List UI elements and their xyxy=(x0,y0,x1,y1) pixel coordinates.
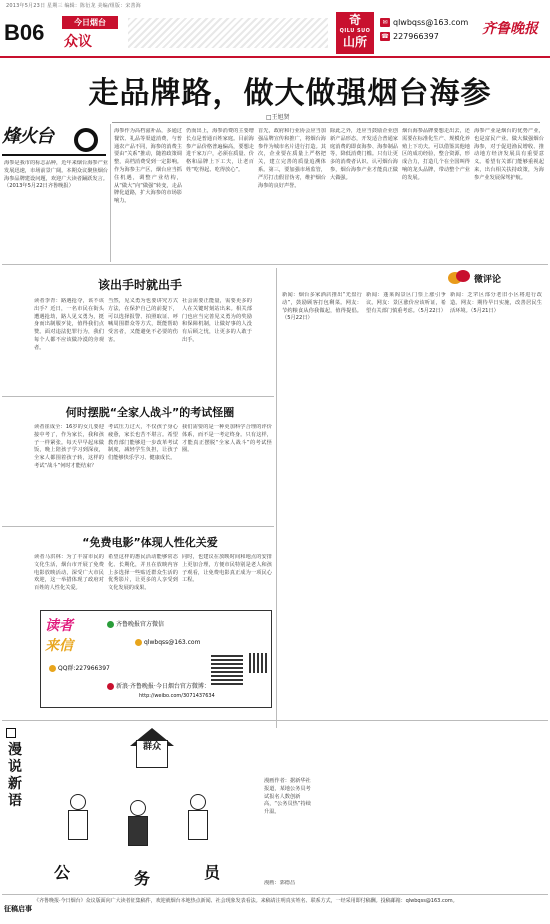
ad-weibo-url[interactable]: http://weibo.com/3071437634 xyxy=(139,693,215,699)
cartoon-sign: 群众 xyxy=(136,740,168,768)
logo-line2: QILU SUO xyxy=(339,28,371,34)
cartoon-figure xyxy=(124,800,152,856)
headline-rule xyxy=(112,122,540,123)
column-brand-ring xyxy=(74,128,98,152)
reader-letters-ribbon xyxy=(45,615,91,661)
wechat-icon xyxy=(107,621,114,628)
ad-wechat xyxy=(107,619,164,628)
weibo-icon xyxy=(107,683,114,690)
divider xyxy=(2,526,274,527)
footer-label: 征稿启事 xyxy=(4,905,32,913)
main-article-col2: 仍而出上，海参消费的主要增长点是普通百姓家庭。目前海参产品价格普遍偏高，要想走进千家万户，必须在质量、价格和品牌上下工夫，让老百姓“吃得起、吃得放心”。 xyxy=(186,128,254,173)
cartoon-author: 漫画：郭德昌 xyxy=(264,880,296,886)
sidebar-intro: 海参是我市的标志品种，近年来烟台海参产业发展迅速，市场前景广阔。本期众议聚焦烟台海参品牌建设问题，欢迎广大读者踊跃发言。（2013年5月22日齐鲁晚报） xyxy=(4,160,108,190)
main-article-col6: 海参产业是烟台的优势产业，也是富民产业。做大做强烟台海参，对于促进渔民增收、推动地方经济发展具有重要意义。希望有关部门能够重视起来，出台相关扶持政策，为海参产业发展保驾护航。 xyxy=(474,128,544,181)
column-brand-underline xyxy=(2,154,106,156)
section2-col3: 社会需要正能量，需要更多的人在关键时刻站出来。相关部门也应当完善见义勇为的奖励和保障机制，让做好事的人没有后顾之忧，让更多的人敢于出手。 xyxy=(182,298,252,343)
newspaper-name: 齐鲁晚报 xyxy=(482,21,538,37)
section3-col3: 我们需要的是一种更加科学合理的评价体系，而不是一考定终身。只有这样，才能真正摆脱“全家人战斗”的考试怪圈。 xyxy=(182,424,272,454)
footer-notice: 《齐鲁晚报·今日烟台》众议版面向广大读者征集稿件，欢迎就烟台本地热点新闻、社会现象发表看法。来稿请注明真实姓名、联系方式，一经采用即付稿酬。投稿邮箱：qlwbqss@163.com。 xyxy=(34,898,458,904)
figure-head xyxy=(190,794,206,810)
comment-col2: 新闻：蓬莱阁景区门票上涨引争议。网友：景区涨价应该听证，希望有关部门慎重考虑。（5月22日） xyxy=(366,292,446,314)
divider xyxy=(276,268,277,728)
ribbon-line2: 来信 xyxy=(45,638,73,654)
section4-col2: 希望这样的惠民活动能够常态化、长期化，并且在放映内容上多选择一些贴近群众生活的优秀影片，让更多的人享受到文化发展的成果。 xyxy=(108,554,178,592)
figure-body xyxy=(128,816,148,846)
section-name: 众议 xyxy=(64,34,92,50)
ad-email-text[interactable]: qlwbqss@163.com xyxy=(144,639,201,646)
qr-code-icon xyxy=(249,653,269,673)
ad-email xyxy=(135,639,200,646)
masthead xyxy=(0,10,550,58)
section4-title: “免费电影”体现人性化关爱 xyxy=(82,536,218,549)
qr-code-icon xyxy=(211,653,243,685)
contact-info xyxy=(380,16,468,44)
decorative-stripes xyxy=(128,18,328,48)
section4-col1: 读者马洪林：为了丰富市民的文化生活，烟台市开展了免费电影放映活动，深受广大市民欢迎，这一举措体现了政府对百姓的人性化关爱。 xyxy=(34,554,104,592)
section2-title: 该出手时就出手 xyxy=(97,278,182,292)
cartoon-word: 员 xyxy=(204,863,221,882)
cartoon-section-label: 漫说新语 xyxy=(8,742,22,809)
contact-phone: 227966397 xyxy=(393,32,439,41)
main-article-col5: 烟台海参品牌要想走出去，还需要在标准化生产、规模化养殖上下功夫。可以借鉴其他地区的成功经验，整合资源，形成合力，打造几个在全国叫得响的龙头品牌，带动整个产业的发展。 xyxy=(402,128,470,181)
divider xyxy=(2,396,274,397)
logo-line1: 奇 xyxy=(348,13,361,27)
ad-qq-text: QQ群:227966397 xyxy=(58,665,110,672)
logo-line3: 山所 xyxy=(342,35,367,49)
figure-body xyxy=(188,810,208,840)
chat-bubble-icon xyxy=(456,270,470,282)
ad-wechat-text: 齐鲁晚报官方微信 xyxy=(116,621,165,628)
section2-col1: 读者李青：路遇抢夺，该不该出手？近日，一名市民在街头遭遇抢劫，路人见义勇为，挺身而出制服歹徒，值得我们点赞。面对违法犯罪行为，我们每个人都不应该做冷漠的旁观者。 xyxy=(34,298,104,351)
column-brand xyxy=(2,122,108,158)
cartoon-figure xyxy=(184,794,212,850)
section4-col3: 同时，也建议在放映时间和地点的安排上更加合理，方便市民特别是老人和孩子观看，让免费电影真正成为一项民心工程。 xyxy=(182,554,272,584)
divider xyxy=(2,720,548,721)
cartoon-illustration xyxy=(34,726,262,896)
divider xyxy=(2,894,548,895)
comment-col1: 新闻：烟台多家酒店推出“光盘行动”，鼓励顾客打包剩菜。网友：节约粮食从你我做起，值得提倡。（5月22日） xyxy=(282,292,362,322)
figure-body xyxy=(68,810,88,840)
cartoon-word: 务 xyxy=(134,869,151,888)
ribbon-line1: 读者 xyxy=(45,618,73,634)
divider xyxy=(110,124,111,262)
reader-letters-ad xyxy=(40,610,272,708)
edition-date: 2013年5月23日 星期三 编辑：陈衍龙 美编/组版：宋善海 xyxy=(6,3,141,9)
ad-weibo-text: 新浪·齐鲁晚报·今日烟台官方微博： xyxy=(116,683,210,690)
section-marker-icon xyxy=(6,728,16,738)
comment-badge-label: 微评论 xyxy=(474,275,502,285)
page-number: B06 xyxy=(4,20,45,45)
figure-head xyxy=(70,794,86,810)
comment-badge xyxy=(448,270,532,286)
page-headline: 走品牌路，做大做强烟台海参 xyxy=(88,76,492,111)
headline-byline: □王旭贤 xyxy=(266,114,290,121)
section3-col1: 读者崔成全：16岁的女儿要迎接中考了，作为家长，我和孩子一样紧张。每天早早起床做饭，晚上陪孩子学习到深夜，全家人都围着孩子转，这样的考试“战斗”何时才能结束？ xyxy=(34,424,104,469)
main-article-col1: 海参作为高档滋补品，多通过餐饮、礼品等渠道消费，与普通农产品不同，海参的消费主要由“关系”推动，随着政策调整，高档消费受到一定影响。作为海参主产区，烟台应当抓住机遇，调整产业结构，从“做大”向“做强”转变，走品牌化道路，扩大海参的市场影响力。 xyxy=(114,128,182,205)
column-logo xyxy=(336,12,374,54)
cartoon-figure xyxy=(64,794,92,850)
cartoon-word: 公 xyxy=(54,863,71,882)
cartoon-caption: 漫画作者：据新华社报道，某地公务员考试报名人数创新高，“公务员热”持续升温。 xyxy=(264,778,311,816)
section3-title: 何时摆脱“全家人战斗”的考试怪圈 xyxy=(65,406,235,419)
qq-icon xyxy=(49,665,56,672)
section2-col2: 当然，见义勇为也要讲究方式方法，在保护自己的前提下，可以选择报警、拍照取证、呼喊周围群众等方式，既能帮助受害者，又能避免不必要的伤害。 xyxy=(108,298,178,343)
figure-head xyxy=(130,800,146,816)
comment-col3: 新闻：芝罘区部分老旧小区将进行改造。网友：期待早日实施，改善居民生活环境。（5月21日） xyxy=(450,292,542,314)
section-tag: 今日烟台 xyxy=(62,16,118,29)
divider xyxy=(2,264,548,265)
email-icon: ✉ xyxy=(380,18,390,27)
main-article-col3: 首先，政府和行业协会应当加强品牌宣传和推广，将烟台海参作为城市名片进行打造。其次，企业要在质量上严格把关，建立完善的质量追溯体系。第三，要加强市场监管，严厉打击假冒伪劣，维护烟台海参的良好声誉。 xyxy=(258,128,326,189)
column-brand-text: 烽火台 xyxy=(2,126,53,147)
ad-weibo xyxy=(107,681,210,690)
ad-qq xyxy=(49,663,110,672)
contact-email[interactable]: qlwbqss@163.com xyxy=(393,18,469,27)
phone-icon: ☎ xyxy=(381,33,389,40)
email-icon xyxy=(135,639,142,646)
section3-col2: 考试压力过大，不仅孩子身心疲惫，家长也苦不堪言。希望教育部门能够进一步改革考试制度，减轻学生负担，让孩子们能够快乐学习、健康成长。 xyxy=(108,424,178,462)
main-article-col4: 除此之外，还应当鼓励企业创新产品形态，开发适合普通家庭消费的即食海参、海参制品等，降低消费门槛。只有让更多的消费者认识、认可烟台海参，烟台海参产业才能真正做大做强。 xyxy=(330,128,398,181)
